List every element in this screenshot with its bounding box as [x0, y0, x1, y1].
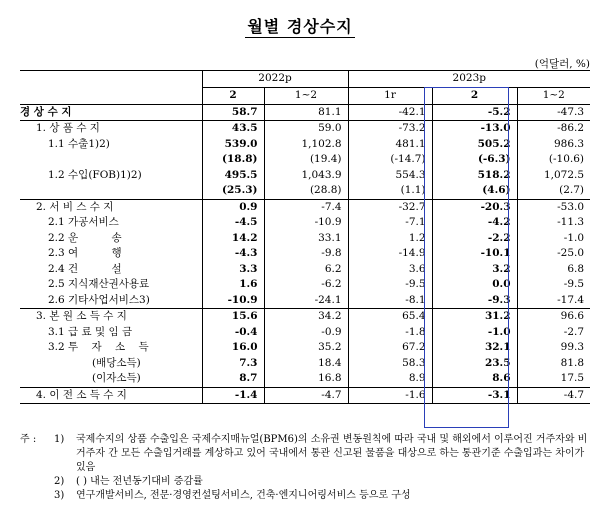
cell-value: 15.6: [202, 309, 264, 325]
cell-value: 0.0: [432, 277, 517, 293]
cell-value: 81.8: [517, 356, 590, 372]
cell-value: -1.0: [517, 231, 590, 247]
cell-value: -73.2: [348, 121, 432, 137]
cell-value: 99.3: [517, 340, 590, 356]
cell-value: -2.7: [517, 325, 590, 341]
footnote-3: [20, 489, 590, 503]
cell-value: (25.3): [202, 183, 264, 199]
cell-value: 67.2: [348, 340, 432, 356]
table-row: [20, 340, 590, 356]
cell-value: -32.7: [348, 199, 432, 215]
cell-value: -20.3: [432, 199, 517, 215]
cell-value: 3.6: [348, 262, 432, 278]
cell-value: -4.3: [202, 246, 264, 262]
cell-value: -24.1: [264, 293, 348, 309]
cell-value: 23.5: [432, 356, 517, 372]
cell-value: -53.0: [517, 199, 590, 215]
cell-value: 481.1: [348, 137, 432, 153]
cell-value: 0.9: [202, 199, 264, 215]
row-label: 1.2 수입(FOB)1)2): [48, 168, 142, 181]
cell-value: (28.8): [264, 183, 348, 199]
col-header-2023-1r: 1r: [348, 88, 432, 105]
footnote-text: 국제수지의 상품 수출입은 국제수지매뉴얼(BPM6)의 소유권 변동원칙에 따라 국내 및 해외에서 이루어진 거주자와 비거주자 간 모든 수출입거래를 계상하고 있어 국내에서 통관 신고된 물품을 대상으로 하는 통관기준 수출입과는 차이가 있음: [76, 434, 588, 473]
row-label: 2.5 지식재산권사용료: [48, 278, 150, 290]
cell-value: (-14.7): [348, 152, 432, 168]
cell-value: -9.5: [517, 277, 590, 293]
cell-value: 518.2: [432, 168, 517, 184]
table-row: [20, 387, 590, 404]
cell-value: -10.9: [202, 293, 264, 309]
cell-value: -14.9: [348, 246, 432, 262]
cell-value: (2.7): [517, 183, 590, 199]
header-period-row: [20, 71, 590, 88]
cell-value: -0.4: [202, 325, 264, 341]
col-header-2022-2: 2: [202, 88, 264, 105]
cell-value: (-6.3): [432, 152, 517, 168]
footnote-text: 연구개발서비스, 전문·경영컨설팅서비스, 건축·엔지니어링서비스 등으로 구성: [76, 490, 411, 501]
cell-value: -8.1: [348, 293, 432, 309]
row-label: 2.1 가공서비스: [48, 216, 119, 228]
col-header-2023-1-2: 1~2: [517, 88, 590, 105]
cell-value: -86.2: [517, 121, 590, 137]
cell-value: -9.8: [264, 246, 348, 262]
table-row: [20, 183, 590, 199]
cell-value: 1.2: [348, 231, 432, 247]
cell-value: -13.0: [432, 121, 517, 137]
table-row: [20, 137, 590, 153]
row-label: 3.1 급 료 및 임 금: [48, 325, 133, 338]
unit-label: (억달러, %): [534, 58, 590, 70]
cell-value: 8.9: [348, 371, 432, 387]
table-row: [20, 215, 590, 231]
cell-value: -9.5: [348, 277, 432, 293]
table-row: [20, 277, 590, 293]
footnote-1: [20, 433, 590, 475]
cell-value: -4.7: [264, 387, 348, 404]
header-column-row: [20, 88, 590, 105]
cell-value: -4.2: [432, 215, 517, 231]
cell-value: 58.7: [202, 104, 264, 121]
row-label: (이자소득): [92, 372, 141, 384]
row-label: 2.6 기타사업서비스3): [48, 293, 150, 306]
table-row: [20, 104, 590, 121]
row-label: 2. 서 비 스 수 지: [20, 199, 202, 215]
cell-value: 33.1: [264, 231, 348, 247]
cell-value: 8.7: [202, 371, 264, 387]
period-2023-header: 2023p: [348, 71, 590, 88]
table-row: [20, 371, 590, 387]
row-label: 1. 상 품 수 지: [20, 121, 202, 137]
table-row: [20, 325, 590, 341]
row-label: 1.1 수출1)2): [48, 137, 110, 150]
footnote-number: 3): [54, 490, 65, 501]
cell-value: 59.0: [264, 121, 348, 137]
cell-value: -1.6: [348, 387, 432, 404]
cell-value: -1.4: [202, 387, 264, 404]
table-row: [20, 309, 590, 325]
cell-value: -4.7: [517, 387, 590, 404]
row-label: 2.4 건 설: [48, 262, 122, 275]
col-header-2023-2: 2: [432, 88, 517, 105]
page-title: 월별 경상수지: [247, 17, 353, 36]
cell-value: -25.0: [517, 246, 590, 262]
footnotes: [20, 433, 590, 503]
cell-value: 539.0: [202, 137, 264, 153]
cell-value: -47.3: [517, 104, 590, 121]
cell-value: -1.0: [432, 325, 517, 341]
cell-value: -10.1: [432, 246, 517, 262]
cell-value: -5.2: [432, 104, 517, 121]
cell-value: 1.6: [202, 277, 264, 293]
cell-value: -0.9: [264, 325, 348, 341]
cell-value: 8.6: [432, 371, 517, 387]
cell-value: 6.8: [517, 262, 590, 278]
cell-value: 7.3: [202, 356, 264, 372]
cell-value: -9.3: [432, 293, 517, 309]
row-label: 경 상 수 지: [20, 105, 72, 118]
table-row: [20, 199, 590, 215]
cell-value: (4.6): [432, 183, 517, 199]
cell-value: -7.4: [264, 199, 348, 215]
footnote-lead: 주 :: [20, 434, 37, 445]
cell-value: -11.3: [517, 215, 590, 231]
cell-value: 495.5: [202, 168, 264, 184]
cell-value: -6.2: [264, 277, 348, 293]
cell-value: 1,072.5: [517, 168, 590, 184]
table-row: [20, 121, 590, 137]
period-2022-header: 2022p: [202, 71, 348, 88]
col-header-2022-1-2: 1~2: [264, 88, 348, 105]
row-label: 4. 이 전 소 득 수 지: [20, 387, 202, 404]
current-account-table: [20, 70, 590, 404]
cell-value: 986.3: [517, 137, 590, 153]
cell-value: -4.5: [202, 215, 264, 231]
cell-value: 17.5: [517, 371, 590, 387]
cell-value: 3.2: [432, 262, 517, 278]
cell-value: -2.2: [432, 231, 517, 247]
footnote-number: 1): [54, 434, 65, 445]
cell-value: (1.1): [348, 183, 432, 199]
cell-value: 14.2: [202, 231, 264, 247]
cell-value: 554.3: [348, 168, 432, 184]
cell-value: 1,102.8: [264, 137, 348, 153]
cell-value: -10.9: [264, 215, 348, 231]
cell-value: 96.6: [517, 309, 590, 325]
table-row: [20, 293, 590, 309]
footnote-number: 2): [54, 476, 65, 487]
cell-value: 65.4: [348, 309, 432, 325]
cell-value: 505.2: [432, 137, 517, 153]
cell-value: 16.0: [202, 340, 264, 356]
cell-value: 35.2: [264, 340, 348, 356]
cell-value: 3.3: [202, 262, 264, 278]
cell-value: (-10.6): [517, 152, 590, 168]
cell-value: 58.3: [348, 356, 432, 372]
cell-value: 6.2: [264, 262, 348, 278]
table-row: [20, 246, 590, 262]
row-label: 2.3 여 행: [48, 247, 122, 259]
row-label: [20, 152, 202, 168]
row-label: (배당소득): [92, 356, 141, 369]
table-row: [20, 356, 590, 372]
row-label: [20, 183, 202, 199]
cell-value: 32.1: [432, 340, 517, 356]
cell-value: (18.8): [202, 152, 264, 168]
cell-value: 18.4: [264, 356, 348, 372]
cell-value: -3.1: [432, 387, 517, 404]
row-label: 2.2 운 송: [48, 231, 122, 244]
cell-value: 43.5: [202, 121, 264, 137]
cell-value: -17.4: [517, 293, 590, 309]
cell-value: 16.8: [264, 371, 348, 387]
cell-value: 81.1: [264, 104, 348, 121]
table-row: [20, 168, 590, 184]
row-label: 3. 본 원 소 득 수 지: [20, 309, 202, 325]
cell-value: 1,043.9: [264, 168, 348, 184]
cell-value: (19.4): [264, 152, 348, 168]
table-row: [20, 152, 590, 168]
cell-value: 34.2: [264, 309, 348, 325]
footnote-text: ( ) 내는 전년동기대비 증감률: [76, 476, 203, 487]
table-row: [20, 262, 590, 278]
cell-value: 31.2: [432, 309, 517, 325]
footnote-2: [20, 475, 590, 489]
row-label: 3.2 투 자 소 득: [48, 341, 149, 353]
cell-value: -42.1: [348, 104, 432, 121]
table-row: [20, 231, 590, 247]
cell-value: -1.8: [348, 325, 432, 341]
cell-value: -7.1: [348, 215, 432, 231]
